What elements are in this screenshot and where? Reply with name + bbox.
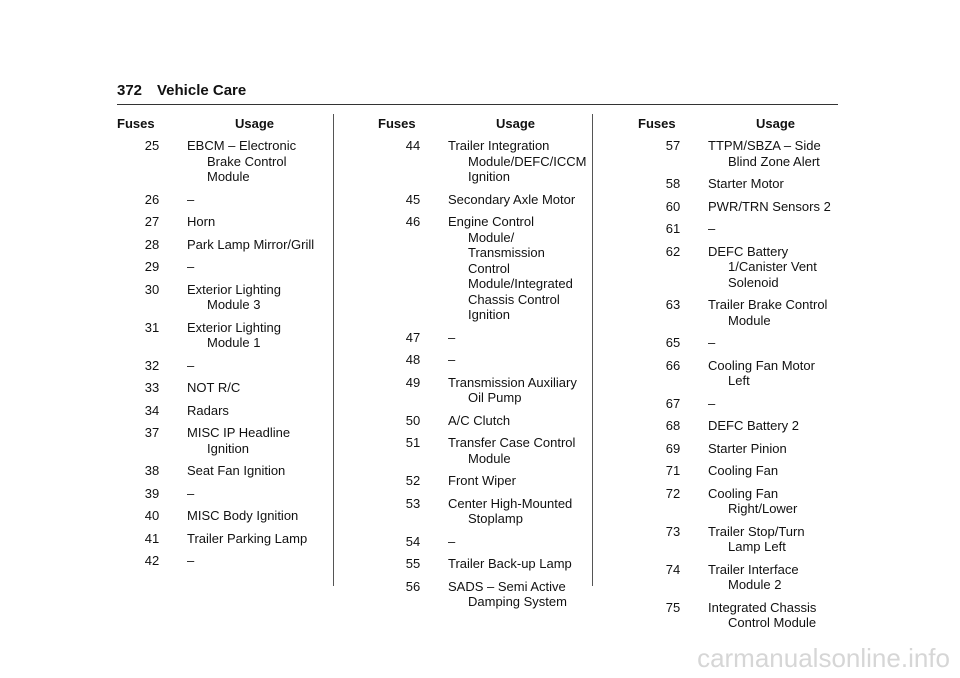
table-row	[638, 335, 838, 351]
fuse-number: 27	[144, 214, 160, 229]
table-row	[378, 496, 578, 527]
fuses-header: Fuses	[117, 116, 155, 131]
fuse-usage: EBCM – Electronic Brake Control Module	[187, 138, 297, 184]
table-row	[117, 282, 317, 313]
fuse-number: 69	[665, 440, 681, 456]
fuse-number: 49	[405, 374, 421, 390]
fuse-number: 55	[405, 556, 421, 571]
table-row	[117, 508, 317, 524]
fuse-number: 51	[405, 435, 421, 450]
table-row	[117, 192, 317, 208]
fuse-usage: Park Lamp Mirror/Grill	[187, 236, 315, 252]
fuse-rows	[638, 138, 838, 631]
fuse-number: 54	[405, 533, 421, 549]
fuse-number: 74	[665, 561, 681, 577]
fuse-number: 56	[405, 578, 421, 594]
fuse-number: 38	[144, 463, 160, 478]
fuse-table-column-2	[378, 116, 587, 617]
table-row	[378, 534, 578, 550]
fuse-usage: Starter Pinion	[708, 440, 787, 456]
fuse-usage: –	[448, 533, 456, 549]
table-row	[378, 352, 578, 368]
table-row	[638, 486, 838, 517]
table-row	[638, 463, 838, 479]
fuse-usage: Starter Motor	[708, 176, 784, 191]
table-row	[117, 380, 317, 396]
fuse-usage: DEFC Battery 1/Canister Vent Solenoid	[708, 243, 817, 290]
table-row	[117, 138, 317, 185]
column-divider	[333, 114, 334, 586]
table-row	[638, 138, 838, 169]
fuse-usage: –	[708, 221, 716, 236]
fuse-usage: Transmission Auxiliary Oil Pump	[448, 374, 577, 405]
fuse-number: 42	[144, 553, 160, 568]
table-row	[117, 403, 317, 419]
fuse-usage: Horn	[187, 214, 216, 229]
fuse-table-column-3	[638, 116, 838, 638]
fuse-number: 63	[665, 297, 681, 312]
fuse-usage: Trailer Brake Control Module	[708, 297, 828, 328]
fuse-usage: Transfer Case Control Module	[448, 435, 576, 466]
fuse-usage: NOT R/C	[187, 380, 241, 395]
table-row	[638, 199, 838, 215]
fuse-number: 33	[144, 380, 160, 395]
usage-header: Usage	[496, 116, 536, 131]
table-row	[638, 562, 838, 593]
fuse-usage: MISC IP Headline Ignition	[187, 425, 291, 456]
table-row	[117, 463, 317, 479]
fuse-usage: Trailer Interface Module 2	[708, 561, 799, 592]
fuses-header: Fuses	[378, 116, 416, 131]
fuse-usage: PWR/TRN Sensors 2	[708, 198, 831, 214]
page-number: 372	[117, 82, 143, 99]
fuse-number: 71	[665, 463, 681, 478]
fuse-number: 50	[405, 412, 421, 428]
fuse-number: 47	[405, 329, 421, 345]
fuse-number: 28	[144, 236, 160, 252]
fuses-header: Fuses	[638, 116, 676, 131]
section-title: Vehicle Care	[157, 82, 247, 99]
fuse-usage: –	[187, 191, 195, 207]
table-row	[117, 486, 317, 502]
fuse-usage: Cooling Fan Motor Left	[708, 357, 815, 388]
table-row	[378, 435, 578, 466]
fuse-usage: Cooling Fan	[708, 463, 779, 478]
fuse-number: 29	[144, 259, 160, 274]
column-header	[378, 116, 578, 138]
header-rule	[117, 104, 838, 105]
fuse-usage: Exterior Lighting Module 1	[187, 319, 281, 350]
fuse-usage: MISC Body Ignition	[187, 508, 299, 523]
table-row	[117, 259, 317, 275]
table-row	[638, 418, 838, 434]
table-row	[117, 553, 317, 569]
fuse-number: 75	[665, 599, 681, 615]
table-row	[638, 297, 838, 328]
fuse-number: 39	[144, 485, 160, 501]
fuse-number: 67	[665, 395, 681, 411]
column-header	[638, 116, 838, 138]
fuse-usage: Trailer Parking Lamp	[187, 530, 308, 546]
table-row	[117, 425, 317, 456]
table-row	[378, 192, 578, 208]
fuse-usage: Trailer Stop/Turn Lamp Left	[708, 523, 805, 554]
fuse-number: 65	[665, 335, 681, 350]
fuse-usage: –	[448, 352, 456, 367]
fuse-number: 26	[144, 191, 160, 207]
fuse-usage: A/C Clutch	[448, 412, 511, 428]
fuse-number: 34	[144, 402, 160, 418]
column-divider	[592, 114, 593, 586]
fuse-number: 52	[405, 473, 421, 488]
table-row	[117, 358, 317, 374]
table-row	[378, 138, 587, 185]
fuse-usage: –	[187, 357, 195, 373]
fuse-number: 72	[665, 485, 681, 501]
table-row	[638, 600, 838, 631]
fuse-usage: Engine Control Module/ Transmission Control Module/Integrated Chassis Control Ignition	[448, 214, 573, 322]
fuse-usage: Exterior Lighting Module 3	[187, 281, 281, 312]
table-row	[638, 221, 838, 237]
usage-header: Usage	[756, 116, 796, 131]
table-row	[638, 396, 838, 412]
table-row	[378, 375, 578, 406]
watermark: carmanualsonline.info	[697, 643, 950, 673]
fuse-number: 66	[665, 357, 681, 373]
page-header	[117, 82, 837, 104]
fuse-number: 32	[144, 357, 160, 373]
usage-header: Usage	[235, 116, 275, 131]
fuse-usage: DEFC Battery 2	[708, 418, 800, 433]
table-row	[378, 330, 578, 346]
fuse-usage: Seat Fan Ignition	[187, 463, 286, 478]
table-row	[117, 214, 317, 230]
table-row	[117, 237, 317, 253]
fuse-usage: –	[708, 335, 716, 350]
fuse-usage: Trailer Back-up Lamp	[448, 556, 572, 571]
table-row	[378, 473, 578, 489]
table-row	[638, 441, 838, 457]
fuse-number: 48	[405, 352, 421, 367]
fuse-number: 61	[665, 221, 681, 236]
fuse-number: 45	[405, 191, 421, 207]
table-row	[378, 413, 578, 429]
fuse-number: 73	[665, 523, 681, 539]
fuse-number: 53	[405, 495, 421, 511]
table-row	[117, 531, 317, 547]
fuse-usage: Cooling Fan Right/Lower	[708, 485, 798, 516]
table-row	[638, 524, 838, 555]
table-row	[378, 556, 578, 572]
fuse-usage: Radars	[187, 402, 229, 418]
fuse-number: 25	[144, 138, 160, 153]
fuse-number: 57	[665, 138, 681, 153]
fuse-number: 62	[665, 243, 681, 259]
table-row	[378, 579, 578, 610]
fuse-usage: Front Wiper	[448, 473, 516, 488]
fuse-usage: –	[187, 259, 195, 274]
fuse-rows	[378, 138, 587, 610]
fuse-number: 60	[665, 198, 681, 214]
fuse-number: 41	[144, 530, 160, 546]
fuse-usage: –	[448, 329, 456, 345]
fuse-usage: Secondary Axle Motor	[448, 191, 576, 207]
table-row	[117, 320, 317, 351]
fuse-number: 40	[144, 508, 160, 523]
fuse-usage: TTPM/SBZA – Side Blind Zone Alert	[708, 138, 821, 169]
table-row	[378, 214, 578, 323]
table-row	[638, 244, 838, 291]
fuse-number: 31	[144, 319, 160, 335]
table-row	[638, 176, 838, 192]
fuse-number: 30	[144, 281, 160, 297]
fuse-usage: Trailer Integration Module/DEFC/ICCM Ignition	[448, 138, 587, 184]
fuse-number: 37	[144, 425, 160, 440]
fuse-usage: –	[708, 395, 716, 411]
fuse-usage: Integrated Chassis Control Module	[708, 599, 817, 630]
fuse-table-column-1	[117, 116, 317, 576]
fuse-number: 44	[405, 138, 421, 153]
column-header	[117, 116, 317, 138]
table-row	[638, 358, 838, 389]
fuse-number: 46	[405, 214, 421, 229]
fuse-usage: –	[187, 553, 195, 568]
fuse-number: 68	[665, 418, 681, 433]
fuse-usage: SADS – Semi Active Damping System	[448, 578, 567, 609]
fuse-number: 58	[665, 176, 681, 191]
fuse-usage: –	[187, 485, 195, 501]
fuse-rows	[117, 138, 317, 569]
fuse-usage: Center High-Mounted Stoplamp	[448, 495, 573, 526]
